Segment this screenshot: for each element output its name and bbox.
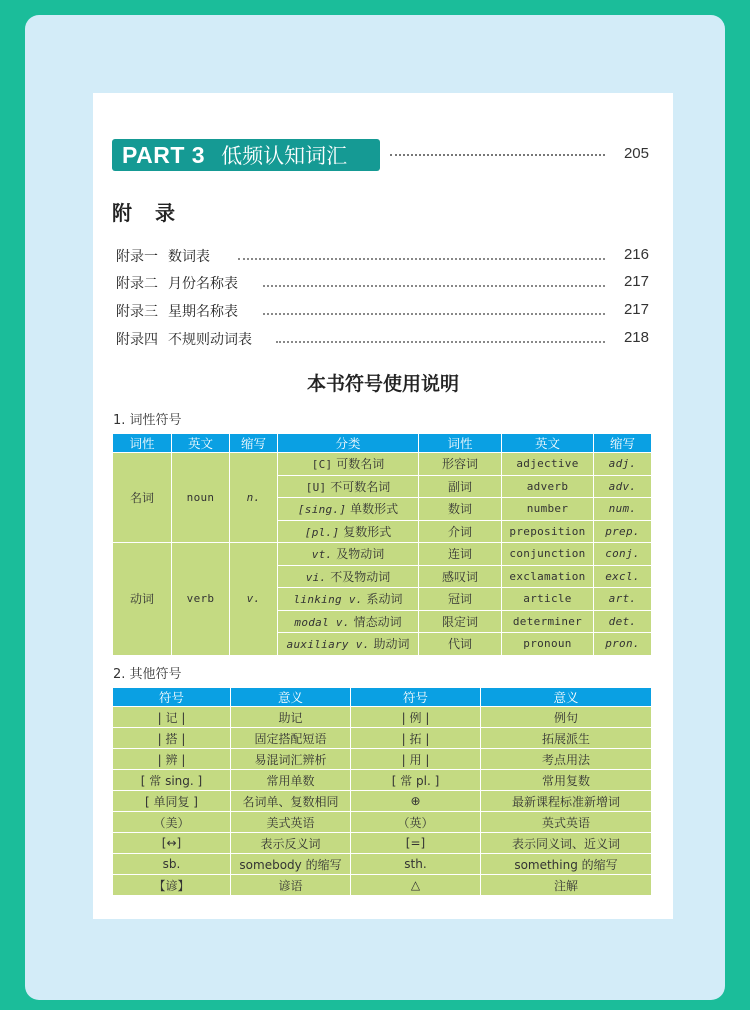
- category-code: vt.: [311, 548, 333, 562]
- toc-item-title: 数词表: [168, 249, 210, 265]
- pos-category-cell: [278, 633, 419, 656]
- table-row: [113, 770, 652, 791]
- pos-header-cell: 缩写: [230, 434, 278, 453]
- category-code: auxiliary v.: [286, 638, 370, 652]
- pos-group-english: verb: [172, 543, 230, 656]
- symbol-table: [112, 687, 652, 896]
- toc-item-label: [116, 301, 238, 321]
- toc-item-page: 217: [623, 273, 649, 290]
- dot-leader: [263, 285, 605, 287]
- symbol-table-header: [113, 688, 652, 707]
- toc-item-title: 不规则动词表: [168, 332, 252, 348]
- book-page: [93, 93, 673, 919]
- category-code: [sing.]: [297, 503, 347, 517]
- pos-abbr-cell: adv.: [594, 475, 652, 498]
- pos-header-cell: 英文: [502, 434, 594, 453]
- pos-header-cell: 词性: [113, 434, 172, 453]
- pos-english-cell: determiner: [502, 610, 594, 633]
- toc-item-page: 217: [623, 301, 649, 318]
- pos-abbr-cell: excl.: [594, 565, 652, 588]
- toc-item[interactable]: [116, 329, 649, 351]
- meaning-cell: 易混词汇辨析: [231, 749, 351, 770]
- meaning-cell: 常用单数: [231, 770, 351, 791]
- pos-section-heading: 1. 词性符号: [113, 413, 182, 428]
- toc-item-title: 星期名称表: [168, 304, 238, 320]
- pos-category-cell: [278, 588, 419, 611]
- pos-abbr-cell: det.: [594, 610, 652, 633]
- category-code: vi.: [305, 570, 327, 584]
- symbol-cell: [ 常 sing. ]: [113, 770, 231, 791]
- symbol-cell: | 用 |: [351, 749, 481, 770]
- pos-english-cell: number: [502, 498, 594, 521]
- toc-item-number: 附录一: [116, 249, 158, 265]
- meaning-cell: 拓展派生: [481, 728, 652, 749]
- meaning-cell: 名词单、复数相同: [231, 791, 351, 812]
- category-text: 可数名词: [332, 457, 385, 472]
- pos-english-cell: exclamation: [502, 565, 594, 588]
- pos-english-cell: adjective: [502, 453, 594, 476]
- other-section-heading: 2. 其他符号: [113, 667, 182, 682]
- category-text: 情态动词: [349, 614, 402, 629]
- pos-abbr-cell: conj.: [594, 543, 652, 566]
- symbol-header-cell: 符号: [351, 688, 481, 707]
- category-text: 复数形式: [339, 524, 392, 539]
- symbol-header-cell: 意义: [231, 688, 351, 707]
- pos-group-name: 名词: [113, 453, 172, 543]
- pos-header-cell: 英文: [172, 434, 230, 453]
- pos-name-cell: 限定词: [419, 610, 502, 633]
- toc-item[interactable]: [116, 246, 649, 268]
- toc-item-label: [116, 273, 238, 293]
- table-row: [113, 833, 652, 854]
- meaning-cell: 例句: [481, 707, 652, 728]
- meaning-cell: 最新课程标准新增词: [481, 791, 652, 812]
- meaning-cell: 谚语: [231, 875, 351, 896]
- symbol-cell: [=]: [351, 833, 481, 854]
- part-number: PART 3: [122, 142, 206, 168]
- symbol-cell: [ 单同复 ]: [113, 791, 231, 812]
- table-row: [113, 875, 652, 896]
- meaning-cell: 英式英语: [481, 812, 652, 833]
- part-title: 低频认知词汇: [221, 144, 348, 168]
- pos-table-header: [113, 434, 652, 453]
- toc-item-label: [116, 329, 252, 349]
- pos-group-english: noun: [172, 453, 230, 543]
- pos-table: [112, 433, 652, 656]
- category-code: [U]: [305, 480, 327, 494]
- pos-header-cell: 词性: [419, 434, 502, 453]
- symbol-cell: ⊕: [351, 791, 481, 812]
- category-code: linking v.: [293, 593, 363, 607]
- meaning-cell: 美式英语: [231, 812, 351, 833]
- meaning-cell: something 的缩写: [481, 854, 652, 875]
- symbol-cell: （英）: [351, 812, 481, 833]
- table-row: [113, 854, 652, 875]
- pos-abbr-cell: num.: [594, 498, 652, 521]
- pos-name-cell: 代词: [419, 633, 502, 656]
- pos-name-cell: 数词: [419, 498, 502, 521]
- pos-name-cell: 副词: [419, 475, 502, 498]
- meaning-cell: 固定搭配短语: [231, 728, 351, 749]
- pos-category-cell: [278, 543, 419, 566]
- toc-item-number: 附录二: [116, 276, 158, 292]
- pos-abbr-cell: prep.: [594, 520, 652, 543]
- table-row: [113, 707, 652, 728]
- symbol-cell: | 例 |: [351, 707, 481, 728]
- category-text: 不及物动词: [326, 569, 391, 584]
- category-text: 系动词: [362, 592, 403, 607]
- pos-group-abbr: v.: [230, 543, 278, 656]
- pos-name-cell: 介词: [419, 520, 502, 543]
- category-text: 单数形式: [346, 502, 399, 517]
- symbol-header-cell: 符号: [113, 688, 231, 707]
- symbol-cell: | 记 |: [113, 707, 231, 728]
- section-title: 本书符号使用说明: [306, 373, 459, 395]
- pos-english-cell: preposition: [502, 520, 594, 543]
- symbol-cell: [↔]: [113, 833, 231, 854]
- pos-name-cell: 形容词: [419, 453, 502, 476]
- pos-category-cell: [278, 475, 419, 498]
- category-code: modal v.: [294, 615, 350, 629]
- symbol-cell: | 搭 |: [113, 728, 231, 749]
- symbol-cell: | 拓 |: [351, 728, 481, 749]
- meaning-cell: somebody 的缩写: [231, 854, 351, 875]
- symbol-cell: sth.: [351, 854, 481, 875]
- pos-english-cell: pronoun: [502, 633, 594, 656]
- part-page-number: 205: [623, 145, 649, 162]
- meaning-cell: 注解: [481, 875, 652, 896]
- symbol-cell: | 辨 |: [113, 749, 231, 770]
- pos-english-cell: article: [502, 588, 594, 611]
- pos-abbr-cell: adj.: [594, 453, 652, 476]
- dot-leader: [276, 341, 605, 343]
- meaning-cell: 考点用法: [481, 749, 652, 770]
- dot-leader: [390, 154, 605, 156]
- toc-item-title: 月份名称表: [168, 276, 238, 292]
- toc-item-page: 218: [623, 329, 649, 346]
- pos-category-cell: [278, 498, 419, 521]
- toc-item-number: 附录三: [116, 304, 158, 320]
- pos-group-abbr: n.: [230, 453, 278, 543]
- table-row: [113, 728, 652, 749]
- meaning-cell: 助记: [231, 707, 351, 728]
- toc-item[interactable]: [116, 273, 649, 295]
- pos-header-cell: 缩写: [594, 434, 652, 453]
- table-row: [113, 453, 652, 476]
- pos-group-name: 动词: [113, 543, 172, 656]
- meaning-cell: 表示反义词: [231, 833, 351, 854]
- category-code: [C]: [311, 458, 333, 472]
- table-row: [113, 749, 652, 770]
- symbol-cell: 【谚】: [113, 875, 231, 896]
- symbol-cell: △: [351, 875, 481, 896]
- meaning-cell: 表示同义词、近义词: [481, 833, 652, 854]
- pos-name-cell: 连词: [419, 543, 502, 566]
- symbol-cell: sb.: [113, 854, 231, 875]
- meaning-cell: 常用复数: [481, 770, 652, 791]
- toc-item-page: 216: [623, 246, 649, 263]
- table-row: [113, 543, 652, 566]
- pos-name-cell: 感叹词: [419, 565, 502, 588]
- pos-abbr-cell: pron.: [594, 633, 652, 656]
- pos-category-cell: [278, 610, 419, 633]
- table-row: [113, 812, 652, 833]
- symbol-header-cell: 意义: [481, 688, 652, 707]
- appendix-heading: 附 录: [112, 201, 183, 225]
- pos-abbr-cell: art.: [594, 588, 652, 611]
- pos-header-cell: 分类: [278, 434, 419, 453]
- symbol-cell: [ 常 pl. ]: [351, 770, 481, 791]
- dot-leader: [263, 313, 605, 315]
- category-text: 助动词: [369, 637, 410, 652]
- category-text: 不可数名词: [326, 479, 391, 494]
- category-text: 及物动词: [332, 547, 385, 562]
- toc-part-row[interactable]: [112, 139, 649, 171]
- table-row: [113, 791, 652, 812]
- pos-category-cell: [278, 453, 419, 476]
- pos-name-cell: 冠词: [419, 588, 502, 611]
- category-code: [pl.]: [304, 525, 340, 539]
- pos-english-cell: conjunction: [502, 543, 594, 566]
- pos-category-cell: [278, 565, 419, 588]
- part-badge: [112, 139, 380, 171]
- dot-leader: [238, 258, 605, 260]
- symbol-cell: （美）: [113, 812, 231, 833]
- toc-item-label: [116, 246, 210, 266]
- pos-category-cell: [278, 520, 419, 543]
- toc-item[interactable]: [116, 301, 649, 323]
- toc-item-number: 附录四: [116, 332, 158, 348]
- pos-english-cell: adverb: [502, 475, 594, 498]
